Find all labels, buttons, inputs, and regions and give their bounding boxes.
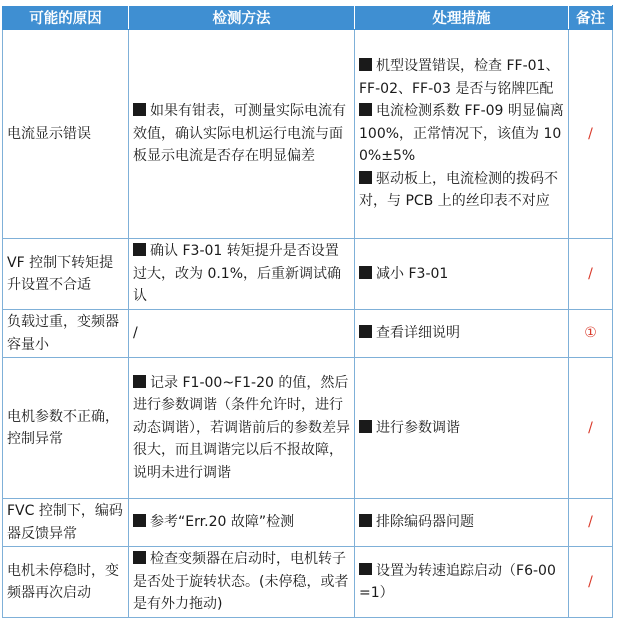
cause-cell: FVC 控制下，编码器反馈异常 — [3, 499, 129, 547]
bullet-square-icon — [359, 514, 372, 527]
method-cell — [129, 547, 355, 618]
header-cause: 可能的原因 — [3, 6, 129, 30]
cause-cell: 负载过重，变频器容量小 — [3, 310, 129, 358]
action-item: 机型设置错误，检查 FF-01、FF-02、FF-03 是否与铭牌匹配 — [359, 58, 560, 97]
bullet-square-icon — [133, 375, 146, 388]
table-row — [3, 310, 613, 358]
action-cell — [355, 547, 569, 618]
note-cell: / — [569, 499, 613, 547]
header-method: 检测方法 — [129, 6, 355, 30]
bullet-square-icon — [133, 514, 146, 527]
method-cell — [129, 239, 355, 310]
method-item: 参考“Err.20 故障”检测 — [133, 511, 350, 534]
action-item: 减小 F3-01 — [359, 263, 564, 286]
cause-cell: VF 控制下转矩提升设置不合适 — [3, 239, 129, 310]
action-cell — [355, 499, 569, 547]
method-item: 如果有钳表，可测量实际电流有效值，确认实际电机运行电流与面板显示电流是否存在明显偏差 — [133, 103, 347, 165]
note-cell: / — [569, 547, 613, 618]
table-row — [3, 499, 613, 547]
table-row — [3, 547, 613, 618]
action-cell — [355, 239, 569, 310]
action-item: 查看详细说明 — [359, 322, 564, 345]
header-note: 备注 — [569, 6, 613, 30]
action-item: 电流检测系数 FF-09 明显偏离 100%，正常情况下，该值为 100%±5% — [359, 103, 564, 165]
action-cell — [355, 358, 569, 499]
note-cell: / — [569, 358, 613, 499]
bullet-square-icon — [359, 325, 372, 338]
bullet-square-icon — [359, 420, 372, 433]
action-cell — [355, 310, 569, 358]
action-item: 排除编码器问题 — [359, 511, 564, 534]
bullet-square-icon — [359, 266, 372, 279]
method-cell — [129, 358, 355, 499]
table-row — [3, 30, 613, 239]
fault-table — [2, 5, 613, 618]
cause-cell: 电机参数不正确，控制异常 — [3, 358, 129, 499]
method-item: 检查变频器在启动时，电机转子是否处于旋转状态。(未停稳，或者是有外力拖动) — [133, 551, 349, 613]
bullet-square-icon — [133, 551, 146, 564]
header-row — [3, 6, 613, 30]
bullet-square-icon — [359, 563, 372, 576]
table-row — [3, 239, 613, 310]
method-item: 记录 F1-00~F1-20 的值，然后进行参数调谐（条件允许时，进行动态调谐），若调谐前后的参数差异很大，而且调谐完以后不报故障，说明未进行调谐 — [133, 374, 350, 481]
action-item: 设置为转速追踪启动（F6-00=1） — [359, 562, 556, 601]
note-cell: / — [569, 239, 613, 310]
action-item: 驱动板上，电流检测的拨码不对，与 PCB 上的丝印表不对应 — [359, 170, 559, 210]
bullet-square-icon — [359, 103, 372, 116]
cause-cell: 电流显示错误 — [3, 30, 129, 239]
cause-cell: 电机未停稳时，变频器再次启动 — [3, 547, 129, 618]
action-item: 进行参数调谐 — [359, 417, 564, 440]
table-row — [3, 358, 613, 499]
bullet-square-icon — [133, 103, 146, 116]
header-action: 处理措施 — [355, 6, 569, 30]
note-cell: ① — [569, 310, 613, 358]
method-item: 确认 F3-01 转矩提升是否设置过大，改为 0.1%，后重新调试确认 — [133, 243, 342, 305]
method-cell: / — [129, 310, 355, 358]
action-cell — [355, 30, 569, 239]
bullet-square-icon — [359, 58, 372, 71]
note-cell: / — [569, 30, 613, 239]
method-cell — [129, 499, 355, 547]
bullet-square-icon — [359, 171, 372, 184]
method-cell — [129, 30, 355, 239]
bullet-square-icon — [133, 243, 146, 256]
